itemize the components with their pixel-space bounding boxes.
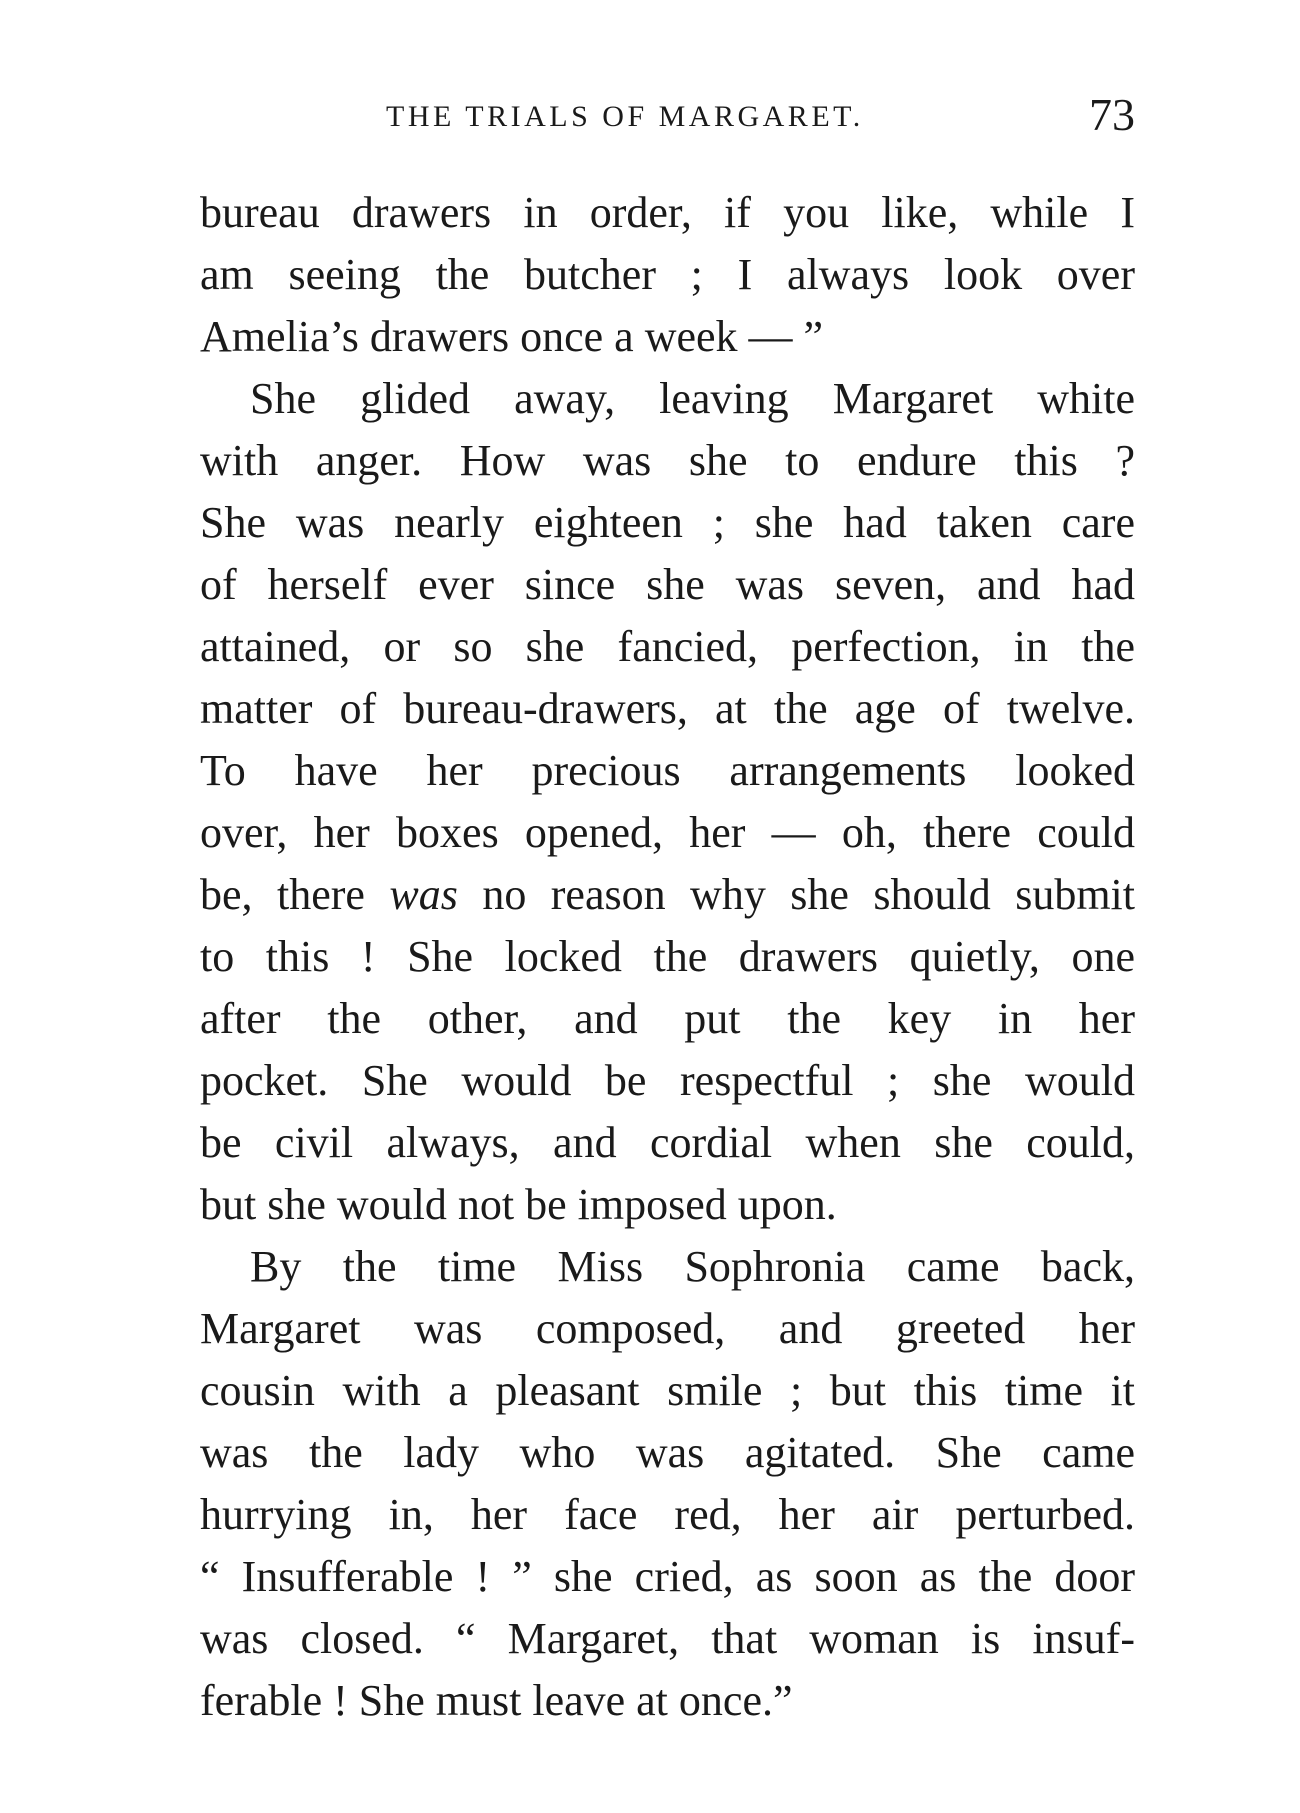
text-segment: no reason why she should submit [457, 870, 1135, 919]
paragraph-glided-away [200, 368, 1135, 1236]
text-line: bureau drawers in order, if you like, while I [200, 188, 1135, 237]
text-line: hurrying in, her face red, her air perturbed. [200, 1490, 1135, 1539]
text-line: after the other, and put the key in her [200, 994, 1135, 1043]
text-line: attained, or so she fancied, perfection, in the [200, 622, 1135, 671]
text-line-with-italic [200, 864, 1135, 926]
text-line: To have her precious arrangements looked [200, 746, 1135, 795]
text-line: “ Insufferable ! ” she cried, as soon as the door [200, 1552, 1135, 1601]
text-line: over, her boxes opened, her — oh, there could [200, 808, 1135, 857]
body-text [200, 182, 1135, 1732]
text-line: Margaret was composed, and greeted her [200, 1304, 1135, 1353]
paragraph-continuation [200, 182, 1135, 368]
page-number: 73 [1089, 89, 1135, 140]
text-line: am seeing the butcher ; I always look over [200, 250, 1135, 299]
text-line: matter of bureau-drawers, at the age of twelve. [200, 684, 1135, 733]
text-line: pocket. She would be respectful ; she would [200, 1056, 1135, 1105]
text-line: Amelia’s drawers once a week — ” [200, 312, 824, 361]
text-line: ferable ! She must leave at once.” [200, 1676, 793, 1725]
text-line: to this ! She locked the drawers quietly, one [200, 932, 1135, 981]
italic-word: was [389, 870, 458, 919]
text-line: was closed. “ Margaret, that woman is insuf- [200, 1614, 1135, 1663]
running-title: THE TRIALS OF MARGARET. [386, 100, 864, 133]
text-line: but she would not be imposed upon. [200, 1180, 837, 1229]
text-line: She was nearly eighteen ; she had taken care [200, 498, 1135, 547]
paragraph-miss-sophronia [200, 1236, 1135, 1732]
text-line: with anger. How was she to endure this ? [200, 436, 1135, 485]
text-line: of herself ever since she was seven, and had [200, 560, 1135, 609]
running-head [200, 88, 1135, 138]
text-line: was the lady who was agitated. She came [200, 1428, 1135, 1477]
text-line: cousin with a pleasant smile ; but this time it [200, 1366, 1135, 1415]
text-line: be civil always, and cordial when she could, [200, 1118, 1135, 1167]
text-line: She glided away, leaving Margaret white [250, 374, 1135, 423]
text-line: By the time Miss Sophronia came back, [250, 1242, 1135, 1291]
text-segment: be, there [200, 870, 390, 919]
